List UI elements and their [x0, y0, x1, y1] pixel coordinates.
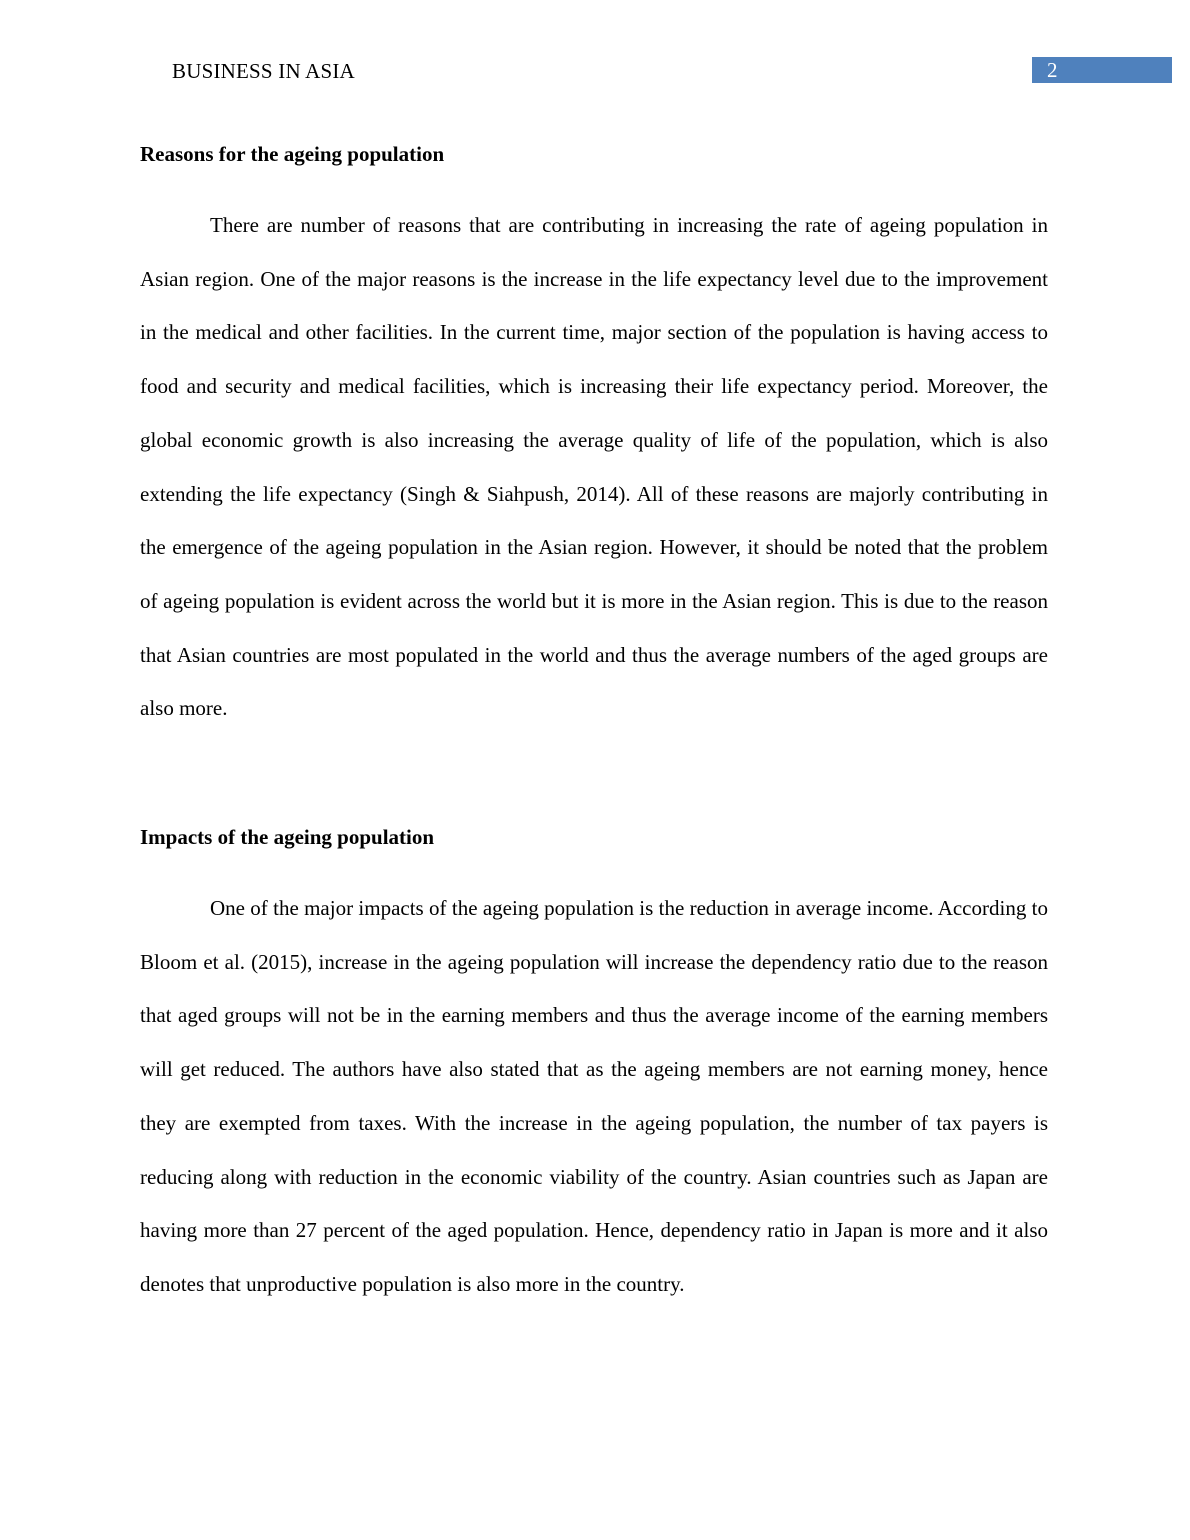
page-number-badge [1032, 57, 1172, 83]
paragraph-reasons: There are number of reasons that are contributing in increasing the rate of ageing population in Asian region. One of the major reasons is the increase in the life expectancy level due to the improvement in the medical and other facilities. In the current time, major section of the population is having access to food and security and medical facilities, which is increasing their life expectancy period. Moreover, the global economic growth is also increasing the average quality of life of the population, which is also extending the life expectancy (Singh & Siahpush, 2014). All of these reasons are majorly contributing in the emergence of the ageing population in the Asian region. However, it should be noted that the problem of ageing population is evident across the world but it is more in the Asian region. This is due to the reason that Asian countries are most populated in the world and thus the average numbers of the aged groups are also more. [140, 213, 1048, 721]
paragraph-impacts: One of the major impacts of the ageing population is the reduction in average income. According to Bloom et al. (2015), increase in the ageing population will increase the dependency ratio due to the reason that aged groups will not be in the earning members and thus the average income of the earning members will get reduced. The authors have also stated that as the ageing members are not earning money, hence they are exempted from taxes. With the increase in the ageing population, the number of tax payers is reducing along with reduction in the economic viability of the country. Asian countries such as Japan are having more than 27 percent of the aged population. Hence, dependency ratio in Japan is more and it also denotes that unproductive population is also more in the country. [140, 896, 1048, 1296]
section-heading-reasons: Reasons for the ageing population [140, 142, 445, 166]
running-head: BUSINESS IN ASIA [172, 59, 355, 83]
section-heading-impacts: Impacts of the ageing population [140, 825, 435, 849]
page-number: 2 [1047, 58, 1058, 82]
